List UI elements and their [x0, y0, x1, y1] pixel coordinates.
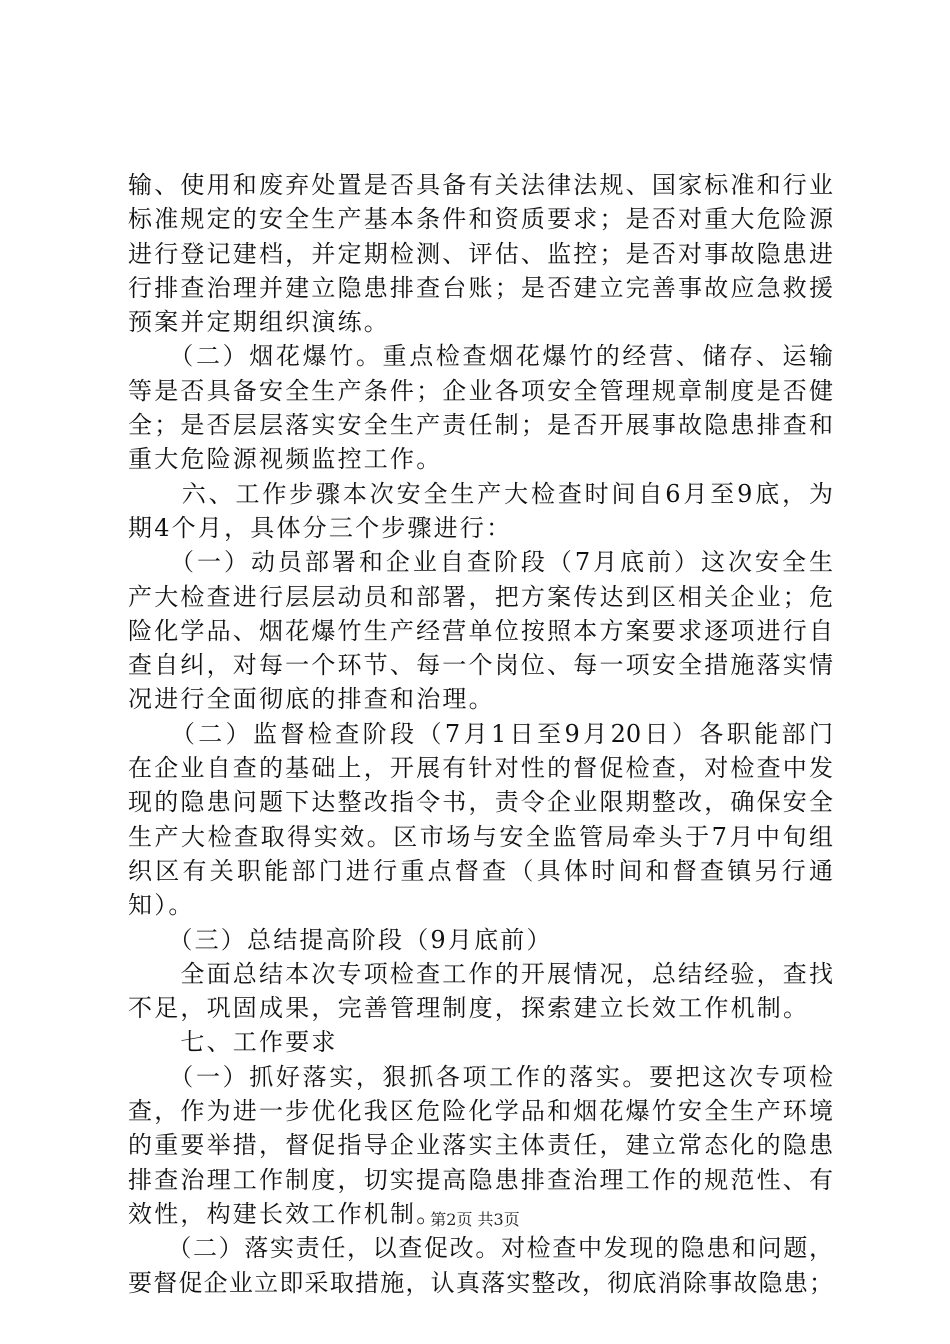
text-line: 等是否具备安全生产条件；企业各项安全管理规章制度是否健: [128, 376, 833, 405]
text-line: 全；是否层层落实安全生产责任制；是否开展事故隐患排查和: [128, 411, 833, 440]
text-line: 知）。: [128, 891, 195, 920]
text-line: 的重要举措，督促指导企业落实主体责任，建立常态化的隐患: [128, 1131, 833, 1160]
text-line: 在企业自查的基础上，开展有针对性的督促检查，对检查中发: [128, 754, 833, 783]
text-line: 排查治理工作制度，切实提高隐患排查治理工作的规范性、有: [128, 1165, 833, 1194]
text-line: 效性，构建长效工作机制。: [128, 1199, 443, 1228]
text-line: 现的隐患问题下达整改指令书，责令企业限期整改，确保安全: [128, 788, 833, 817]
text-line: 输、使用和废弃处置是否具备有关法律法规、国家标准和行业: [128, 171, 833, 199]
text-line: （一）动员部署和企业自查阶段（7月底前）这次安全生: [128, 548, 833, 577]
text-line: 要督促企业立即采取措施，认真落实整改，彻底消除事故隐患；: [128, 1268, 833, 1297]
text-line: 标准规定的安全生产基本条件和资质要求；是否对重大危险源: [128, 205, 833, 234]
text-line: 六、工作步骤本次安全生产大检查时间自6月至9底，为: [128, 479, 833, 508]
text-line: 况进行全面彻底的排查和治理。: [128, 685, 495, 714]
text-line: 查自纠，对每一个环节、每一个岗位、每一项安全措施落实情: [128, 651, 833, 680]
text-line: 不足，巩固成果，完善管理制度，探索建立长效工作机制。: [128, 994, 810, 1023]
text-line: 生产大检查取得实效。区市场与安全监管局牵头于7月中旬组: [128, 822, 833, 851]
text-line: 七、工作要求: [128, 1028, 338, 1057]
page-number-footer: 第2页 共3页: [430, 1210, 520, 1229]
text-line: 行排查治理并建立隐患排查台账；是否建立完善事故应急救援: [128, 273, 833, 302]
text-line: 全面总结本次专项检查工作的开展情况，总结经验，查找: [128, 959, 833, 988]
text-line: 查，作为进一步优化我区危险化学品和烟花爆竹安全生产环境: [128, 1097, 833, 1126]
text-line: 险化学品、烟花爆竹生产经营单位按照本方案要求逐项进行自: [128, 616, 833, 645]
text-line: （一）抓好落实，狠抓各项工作的落实。要把这次专项检: [128, 1062, 833, 1091]
text-line: 产大检查进行层层动员和部署，把方案传达到区相关企业；危: [128, 582, 833, 611]
text-line: 预案并定期组织演练。: [128, 308, 390, 337]
text-line: 织区有关职能部门进行重点督查（具体时间和督查镇另行通: [128, 856, 833, 885]
text-line: （二）监督检查阶段（7月1日至9月20日）各职能部门: [128, 719, 833, 748]
text-line: 进行登记建档，并定期检测、评估、监控；是否对事故隐患进: [128, 239, 833, 268]
body-text: [128, 168, 833, 1300]
text-line: （三）总结提高阶段（9月底前）: [128, 925, 553, 954]
text-line: 重大危险源视频监控工作。: [128, 445, 443, 474]
text-line: （二）烟花爆竹。重点检查烟花爆竹的经营、储存、运输: [128, 342, 833, 371]
text-line: （二）落实责任，以查促改。对检查中发现的隐患和问题，: [128, 1234, 833, 1263]
text-line: 期4个月，具体分三个步骤进行：: [128, 513, 513, 542]
